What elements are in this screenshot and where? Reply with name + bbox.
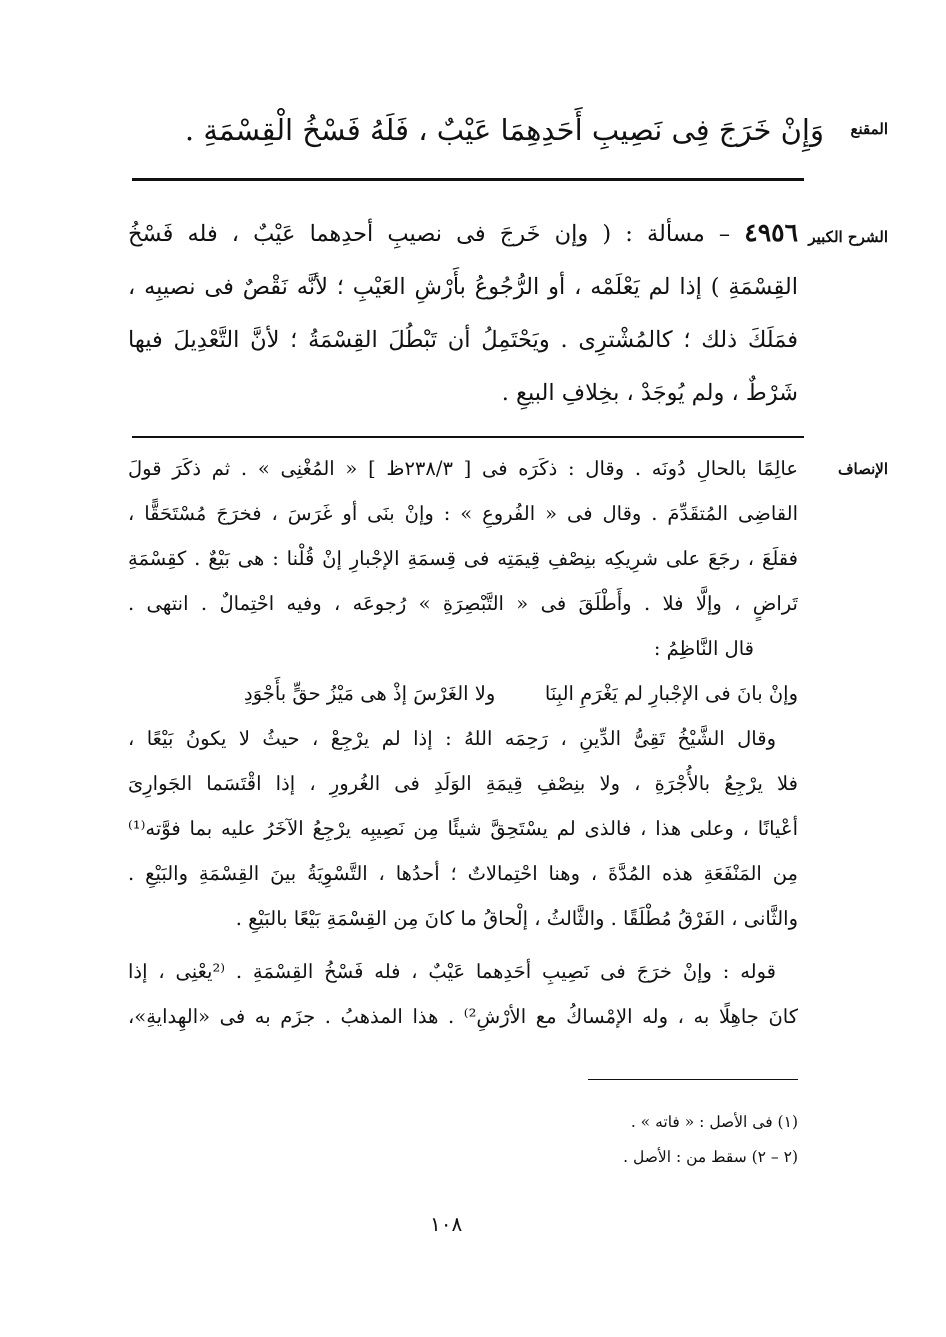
text-line: فقلَعَ ، رجَعَ على شرِيكِه بنِصْفِ قِيمَتِه فى قِسمَةِ الإجْبارِ إنْ قُلْنا : هى بَيْعٌ . كقِسْمَةِ — [128, 547, 798, 570]
text-line: القِسْمَةِ ) إذا لم يَعْلَمْه ، أو الرُّجُوعُ بأَرْشِ العَيْبِ ؛ لأنَّه نَقْصٌ فى نصيبِه ، — [128, 274, 798, 300]
text-line: تَراضٍ ، وإلَّا فلا . وأَطْلَقَ فى « التَّبْصِرَةِ » رُجوعَه ، وفيه احْتِمالٌ . انتهى . — [128, 592, 798, 615]
text-line: فمَلَكَ ذلك ؛ كالمُشْترِى . ويَحْتَمِلُ أن تَبْطُلَ القِسْمَةُ ؛ لأنَّ التَّعْدِيلَ فيها — [128, 327, 798, 353]
text-line: القاضِى المُتقَدِّمَ . وقال فى « الفُروعِ » : وإنْ بنَى أو غَرَسَ ، فخرَجَ مُسْتَحَقًّا ، — [128, 502, 798, 525]
section-label-muqni: المقنع — [850, 120, 888, 138]
muqni-text — [132, 102, 824, 158]
section-label-insaf: الإنصاف — [837, 460, 888, 478]
text-line: عالِمًا بالحالِ دُونَه . وقال : ذكَرَه فى [ ٢٣٨/٣ظ ] « المُغْنِى » . ثم ذكَرَ قولَ — [128, 457, 798, 480]
text-line: قال النَّاظِمُ : — [653, 637, 754, 660]
text-line: وَإِنْ خَرَجَ فِى نَصِيبِ أَحَدِهِمَا عَيْبٌ ، فَلَهُ فَسْخُ الْقِسْمَةِ . — [184, 113, 824, 147]
footnote: (٢ – ٢) سقط من : الأصل . — [623, 1148, 798, 1166]
footnote: (١) فى الأصل : « فاته » . — [630, 1113, 798, 1131]
text-line: فلا يرْجِعُ بالأُجْرَةِ ، ولا بنِصْفِ قِيمَةِ الوَلَدِ فى الغُرورِ ، إذا اقْتَسَما الجَوارِىَ — [128, 772, 798, 795]
text-line: ٤٩٥٦ – مسألة : ( وإن خَرجَ فى نصيبِ أحدِهما عَيْبٌ ، فله فَسْخُ — [128, 218, 798, 247]
section-divider — [132, 436, 804, 438]
text-line: والثَّانى ، الفَرْقُ مُطْلَقًا . والثَّالثُ ، إلْحاقُ ما كانَ مِن القِسْمَةِ بَيْعًا بالبَيْعِ . — [235, 907, 798, 930]
text-line: وقال الشَّيْخُ تَقِىُّ الدِّينِ ، رَحِمَه اللهُ : إذا لم يرْجِعْ ، حيثُ لا يكونُ بَيْعًا ، — [128, 727, 776, 750]
text-line: قوله : وإنْ خرَجَ فى نَصِيبِ أحَدِهما عَيْبٌ ، فله فَسْخُ القِسْمَةِ . ⁽²يعْنِى ، إذا — [128, 960, 776, 983]
poem-line: وإنْ بانَ فى الإجْبارِ لم يَغْرَمِ البِنَا ولا الغَرْسَ إذْ هى مَيْزُ حقٍّ بأَجْوَدِ — [244, 682, 798, 705]
issue-number: ٤٩٥٦ — [744, 218, 798, 247]
text-line: شَرْطٌ ، ولم يُوجَدْ ، بخِلافِ البيعِ . — [501, 380, 798, 406]
text-line: أعْيانًا ، وعلى هذا ، فالذى لم يسْتَحِقَّ شيئًا مِن نَصِيبِه يرْجِعُ الآخَرُ عليه بما فوَّته⁽¹⁾ — [128, 817, 798, 840]
sharh-text — [128, 206, 798, 420]
section-label-sharh: الشرح الكبير — [808, 228, 888, 246]
section-divider — [132, 178, 804, 181]
text-line: مِن المَنْفَعَةِ هذه المُدَّةَ ، وهنا احْتِمالاتٌ ؛ أحدُها ، التَّسْوِيَةُ بينَ القِسْمَةِ والبَيْعِ . — [128, 862, 798, 885]
page-number: ١٠٨ — [430, 1212, 463, 1236]
footnote-divider — [588, 1079, 798, 1080]
text-line: كانَ جاهِلًا به ، وله الإمْساكُ مع الأرْشِ²⁾ . هذا المذهبُ . جزَم به فى «الهِدايةِ»، — [128, 1005, 798, 1028]
insaf-text — [128, 446, 798, 1039]
